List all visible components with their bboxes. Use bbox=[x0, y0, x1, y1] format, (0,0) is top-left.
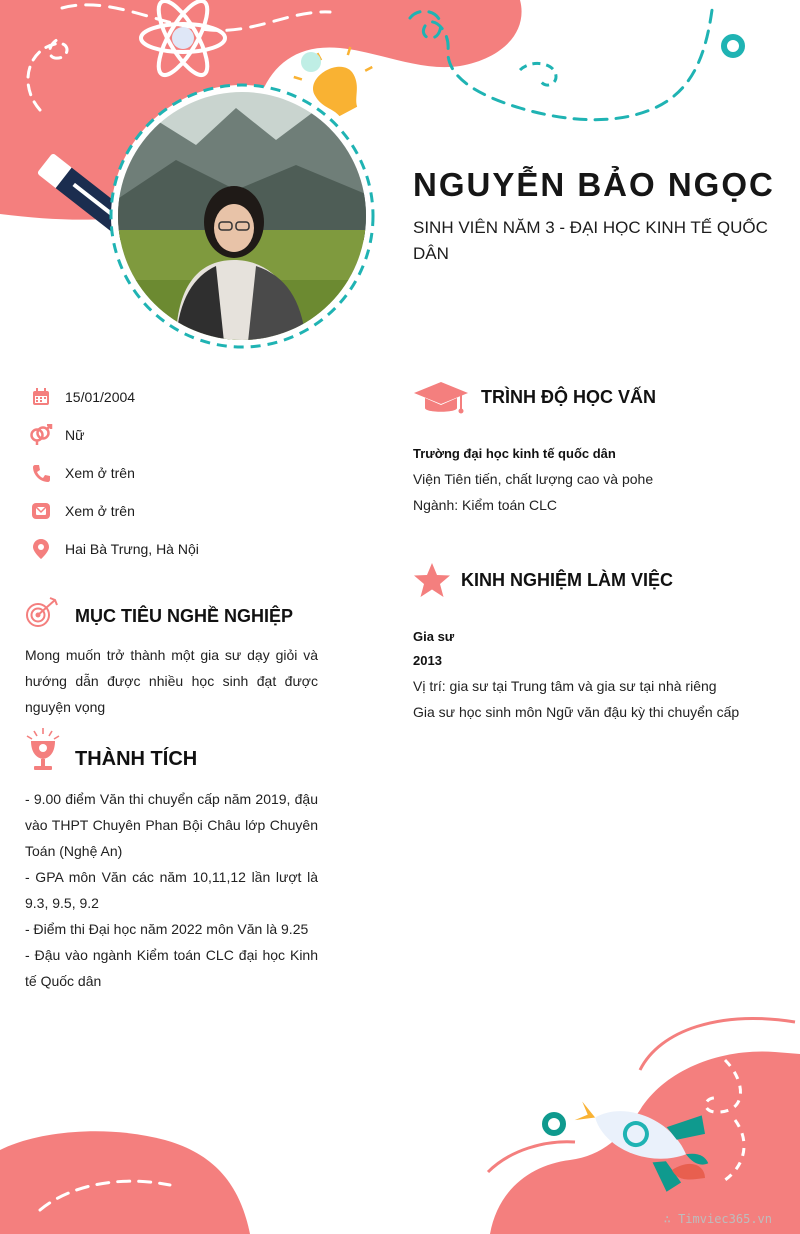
graduation-cap-icon bbox=[413, 380, 469, 416]
achievement-item: - GPA môn Văn các năm 10,11,12 lần lượt là 9.3, 9.5, 9.2 bbox=[25, 869, 318, 911]
calendar-icon bbox=[28, 384, 54, 410]
watermark: ∴ Timviec365.vn bbox=[663, 1212, 772, 1226]
contact-location: Hai Bà Trưng, Hà Nội bbox=[28, 536, 199, 562]
experience-line: Gia sư học sinh môn Ngữ văn đậu kỳ thi chuyển cấp bbox=[413, 704, 740, 720]
achievements-list bbox=[25, 786, 318, 994]
star-icon bbox=[413, 562, 451, 598]
gender-icon bbox=[28, 422, 54, 448]
email-icon bbox=[28, 498, 54, 524]
objective-title: MỤC TIÊU NGHỀ NGHIỆP bbox=[75, 606, 294, 626]
candidate-name: NGUYỄN BẢO NGỌC bbox=[413, 166, 775, 203]
education-line: Viện Tiên tiến, chất lượng cao và pohe bbox=[413, 471, 654, 487]
contact-phone: Xem ở trên bbox=[28, 460, 135, 486]
avatar bbox=[116, 90, 368, 342]
achievements-title: THÀNH TÍCH bbox=[75, 748, 198, 770]
target-icon bbox=[25, 596, 61, 630]
education-line: Ngành: Kiểm toán CLC bbox=[413, 497, 557, 513]
contact-email: Xem ở trên bbox=[28, 498, 135, 524]
location-pin-icon bbox=[28, 536, 54, 562]
experience-title: KINH NGHIỆM LÀM VIỆC bbox=[461, 570, 674, 590]
achievement-item: - Điểm thi Đại học năm 2022 môn Văn là 9.25 bbox=[25, 921, 309, 937]
contact-gender: Nữ bbox=[28, 422, 84, 448]
ring-decoration bbox=[724, 37, 742, 55]
contact-birthday: 15/01/2004 bbox=[28, 384, 135, 410]
ring-decoration bbox=[545, 1115, 563, 1133]
education-title: TRÌNH ĐỘ HỌC VẤN bbox=[481, 387, 656, 407]
bottom-decoration bbox=[0, 1000, 800, 1234]
achievement-item: - Đậu vào ngành Kiểm toán CLC đại học Kinh tế Quốc dân bbox=[25, 947, 318, 989]
experience-line: Vị trí: gia sư tại Trung tâm và gia sư tại nhà riêng bbox=[413, 678, 717, 694]
objective-text: Mong muốn trở thành một gia sư dạy giỏi và hướng dẫn được nhiều học sinh đạt được nguyện vọng bbox=[25, 647, 318, 715]
achievement-item: - 9.00 điểm Văn thi chuyển cấp năm 2019, đậu vào THPT Chuyên Phan Bội Châu lớp Chuyên Toán (Nghệ An) bbox=[25, 791, 318, 859]
education-school: Trường đại học kinh tế quốc dân bbox=[413, 446, 616, 461]
phone-icon bbox=[28, 460, 54, 486]
trophy-icon bbox=[25, 728, 61, 774]
experience-role: Gia sư bbox=[413, 629, 455, 644]
candidate-subtitle: SINH VIÊN NĂM 3 - ĐẠI HỌC KINH TẾ QUỐC DÂN bbox=[413, 218, 768, 263]
experience-year: 2013 bbox=[413, 653, 442, 668]
